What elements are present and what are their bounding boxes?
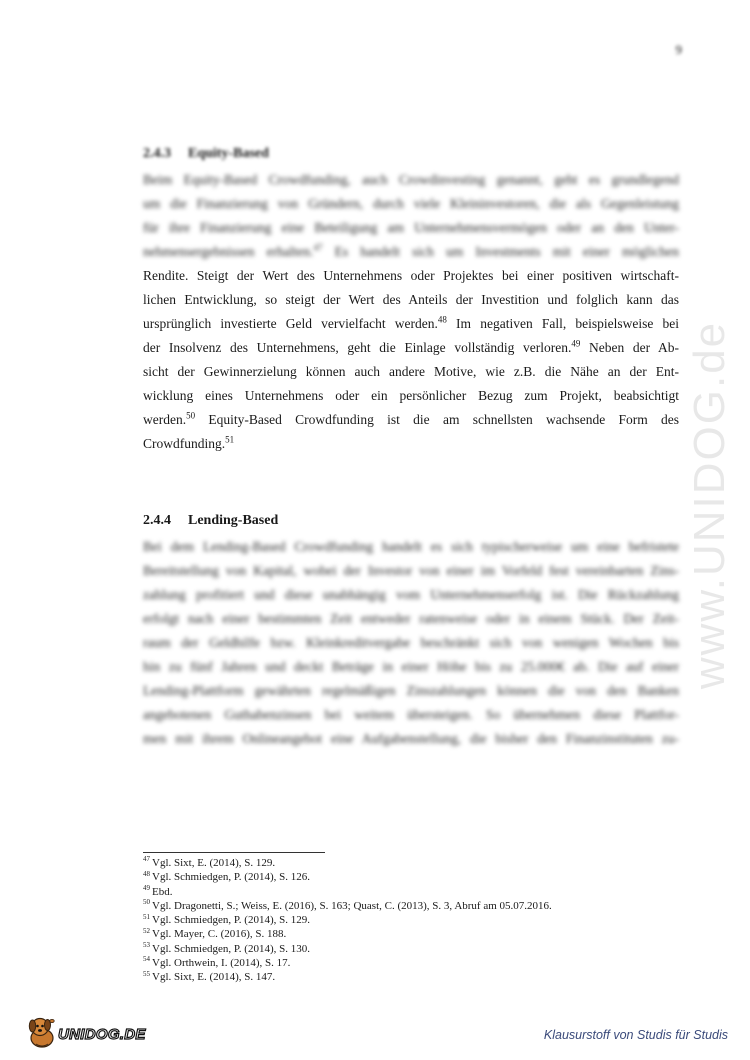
- watermark: [685, 280, 734, 730]
- footnote-text: Vgl. Sixt, E. (2014), S. 129.: [152, 857, 276, 869]
- footnote-text: Vgl. Sixt, E. (2014), S. 147.: [152, 971, 276, 984]
- footer-tagline: Klausurstoff von Studis für Studis: [543, 1028, 728, 1042]
- text-line-blurred: Bereitstellung von Kapital, wobei der Investor von einer im Vorfeld fest vereinbarten Zins-: [143, 563, 679, 578]
- text-line-blurred: Lending-Plattform gewährten regelmäßigen Zinszahlungen können die von den Banken: [143, 683, 679, 698]
- unidog-logo[interactable]: [24, 1014, 174, 1052]
- footnote-number: 47: [143, 855, 150, 864]
- text-fragment: werden.: [143, 412, 187, 427]
- logo-text: UNIDOG.DE: [58, 1026, 146, 1043]
- footnote-number: 54: [143, 955, 150, 964]
- text-fragment: ursprünglich investierte Geld vervielfacht werden.: [143, 316, 438, 331]
- section-title: Equity-Based: [188, 146, 269, 161]
- text-line: [143, 312, 679, 336]
- text-fragment: nehmensergebnissen erhalten.: [143, 244, 314, 259]
- footnote-number: 50: [143, 898, 150, 907]
- footnote-text: Vgl. Schmiedgen, P. (2014), S. 130.: [152, 942, 310, 955]
- footnote-text: Ebd.: [152, 885, 173, 898]
- text-line: [143, 408, 679, 432]
- text-fragment: Im negativen Fall, beispielsweise bei: [446, 316, 679, 331]
- text-line-blurred: raum der Geldhilfe bzw. Kleinkreditvergabe beschränkt sich von wenigen Wochen bis: [143, 635, 679, 650]
- footnote: [143, 870, 683, 884]
- footnotes: [143, 856, 683, 985]
- footnote: [143, 927, 683, 941]
- footnote: [143, 970, 683, 984]
- footnote-number: 52: [143, 926, 150, 935]
- section-title: Lending-Based: [188, 513, 279, 528]
- text-line: lichen Entwicklung, so steigt der Wert des Anteils der Investition und folglich kann das: [143, 292, 679, 307]
- text-line-blurred: Bei dem Lending-Based Crowdfunding handelt es sich typischerweise um eine befristete: [143, 539, 679, 554]
- footnote-number: 49: [143, 883, 150, 892]
- section-heading-equity-based: [143, 146, 269, 162]
- footnote: [143, 885, 683, 899]
- footnote-number: 48: [143, 869, 150, 878]
- watermark-text: www.UNIDOG.de: [685, 320, 734, 690]
- footnote-separator: [143, 852, 325, 853]
- footnote-number: 53: [143, 941, 150, 950]
- section-heading-lending-based: [143, 513, 278, 529]
- footnote-number: 55: [143, 969, 150, 978]
- text-line: wicklung eines Unternehmens oder ein persönlicher Bezug zum Projekt, beabsichtigt: [143, 388, 679, 403]
- section-number: 2.4.4: [143, 513, 171, 528]
- text-line: sicht der Gewinnerzielung können auch andere Motive, wie z.B. die Nähe an der Ent-: [143, 364, 679, 379]
- footnote-text: Vgl. Schmiedgen, P. (2014), S. 129.: [152, 914, 310, 927]
- text-line-blurred: angebotenen Guthabenzinsen bei weitem übersteigen. So übernehmen diese Plattfor-: [143, 707, 679, 722]
- text-line-blurred: hin zu fünf Jahren und deckt Beträge in einer Höhe bis zu 25.000€ ab. Die auf einer: [143, 659, 679, 674]
- footnote: [143, 942, 683, 956]
- paragraph-equity-based: [143, 168, 679, 456]
- footnote-text: Vgl. Orthwein, I. (2014), S. 17.: [152, 957, 291, 970]
- section-number: 2.4.3: [143, 146, 171, 161]
- footnote: [143, 856, 683, 870]
- footnote: [143, 913, 683, 927]
- text-fragment: der Insolvenz des Unternehmens, geht die Einlage vollständig verloren.: [143, 340, 572, 355]
- text-line-blurred: Beim Equity-Based Crowdfunding, auch Crowdinvesting genannt, geht es grundlegend: [143, 172, 679, 187]
- footnote-ref: 50: [186, 410, 196, 421]
- text-fragment: Equity-Based Crowdfunding ist die am schnellsten wachsende Form des: [195, 412, 679, 427]
- footnote: [143, 899, 683, 913]
- dog-mascot-icon: [24, 1014, 60, 1050]
- text-line: Rendite. Steigt der Wert des Unternehmens oder Projektes bei einer positiven wirtschaft-: [143, 268, 679, 283]
- text-line-blurred: um die Finanzierung von Gründern, durch viele Kleininvestoren, die als Gegenleistung: [143, 196, 679, 211]
- paragraph-lending-based: [143, 535, 679, 751]
- footnote-number: 51: [143, 912, 150, 921]
- text-fragment: Crowdfunding.: [143, 436, 226, 451]
- footnote-ref: 51: [225, 434, 235, 445]
- footnote-ref: 48: [437, 314, 447, 325]
- page-number: 9: [675, 42, 682, 57]
- footnote: [143, 956, 683, 970]
- text-line: [143, 336, 679, 360]
- text-line-blurred: für ihre Finanzierung eine Beteiligung am Unternehmensvermögen oder an den Unter-: [143, 220, 679, 235]
- footnote-text: Vgl. Schmiedgen, P. (2014), S. 126.: [152, 871, 310, 884]
- text-fragment: Es handelt sich um Investments mit einer möglichen: [322, 244, 679, 259]
- footnote-text: Vgl. Mayer, C. (2016), S. 188.: [152, 928, 287, 941]
- text-line-blurred: zahlung profitiert und diese unabhängig vom Unternehmenserfolg ist. Die Rückzahlung: [143, 587, 679, 602]
- footnote-ref: 47: [313, 242, 323, 253]
- text-line: [143, 432, 679, 456]
- text-line-blurred: [143, 240, 679, 264]
- text-line-blurred: men mit ihrem Onlineangebot eine Aufgabenstellung, die bisher den Finanzinstituten zu-: [143, 731, 679, 746]
- footnote-ref: 49: [571, 338, 581, 349]
- footnote-text: Vgl. Dragonetti, S.; Weiss, E. (2016), S. 163; Quast, C. (2013), S. 3, Abruf am 05.07.2016.: [152, 899, 552, 912]
- text-line-blurred: erfolgt nach einer bestimmten Zeit entweder ratenweise oder in einem Stück. Der Zeit-: [143, 611, 679, 626]
- text-fragment: Neben der Ab-: [580, 340, 679, 355]
